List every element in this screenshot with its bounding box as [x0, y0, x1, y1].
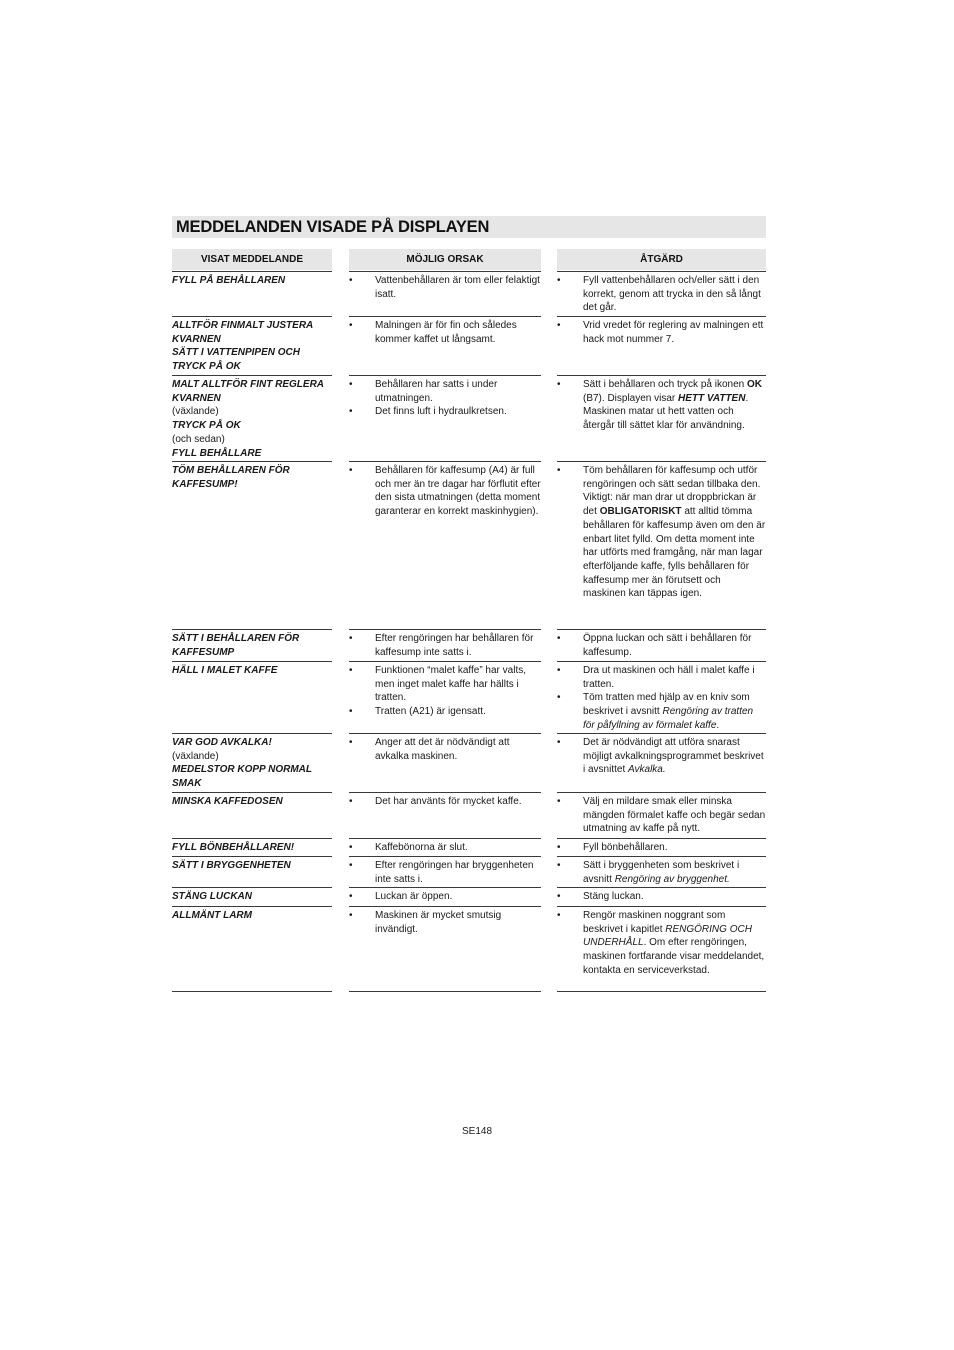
bullet-icon: •	[349, 379, 353, 390]
table-row	[172, 856, 766, 887]
display-message: SÄTT I VATTENPIPEN OCH TRYCK PÅ OK	[172, 347, 300, 373]
cause-text: Tratten (A21) är igensatt.	[375, 706, 486, 718]
action-item	[557, 909, 766, 978]
cause-item	[349, 795, 541, 809]
display-message: FYLL PÅ BEHÅLLAREN	[172, 275, 286, 286]
action-text-segment: Töm tratten med hjälp av en kniv som beskrivet i avsnitt	[583, 692, 750, 718]
bullet-icon: •	[349, 891, 353, 902]
cause-cell	[349, 838, 541, 856]
display-message: SÄTT I BEHÅLLAREN FÖR KAFFESUMP	[172, 633, 300, 658]
table-row	[172, 375, 766, 461]
cause-text: Det har använts för mycket kaffe.	[375, 796, 522, 807]
bullet-icon: •	[557, 796, 561, 807]
bullet-icon: •	[349, 465, 353, 476]
display-message: ALLMÄNT LARM	[172, 910, 252, 921]
action-cell	[557, 887, 766, 906]
action-item	[557, 890, 766, 904]
action-cell	[557, 792, 766, 838]
cause-item	[349, 378, 541, 405]
message-cell	[172, 629, 332, 661]
bullet-icon: •	[557, 633, 561, 644]
table-row	[172, 838, 766, 856]
table-row	[172, 906, 766, 991]
cause-text: Behållaren har satts i under utmatningen.	[375, 379, 498, 404]
message-cell	[172, 461, 332, 629]
message-cell	[172, 887, 332, 906]
action-text-segment: .	[716, 719, 720, 731]
display-message: SÄTT I BRYGGENHETEN	[172, 860, 291, 871]
message-note: (och sedan)	[172, 433, 225, 445]
action-text	[583, 632, 766, 659]
action-text-segment: . Maskinen matar ut hett vatten och återgår till sättet klar för användning.	[583, 392, 749, 432]
action-text-segment: HETT VATTEN	[678, 392, 746, 404]
action-text-segment: Töm behållaren för kaffesump och utför rengöringen och sätt sedan tillbaka den. Viktigt: när man drar ut droppbrickan är det	[583, 465, 761, 518]
table-row	[172, 661, 766, 733]
table-row	[172, 271, 766, 316]
bullet-icon: •	[557, 860, 561, 871]
bullet-icon: •	[557, 910, 561, 921]
action-text	[583, 795, 766, 836]
cause-item	[349, 841, 541, 855]
cause-text: Funktionen “malet kaffe” har valts, men inget malet kaffe har hällts i tratten.	[375, 665, 526, 704]
bullet-icon: •	[349, 860, 353, 871]
display-message: FYLL BEHÅLLARE	[172, 447, 262, 459]
bullet-icon: •	[557, 275, 561, 286]
action-item	[557, 464, 766, 601]
action-item	[557, 795, 766, 836]
cause-cell	[349, 906, 541, 991]
cause-cell	[349, 461, 541, 629]
message-cell	[172, 271, 332, 316]
action-text-segment: Avkalka.	[628, 764, 666, 776]
action-text-segment: . Om efter rengöringen, maskinen fortfarande visar meddelandet, kontakta en serviceverkstad.	[583, 937, 765, 976]
message-cell	[172, 733, 332, 792]
action-text	[583, 464, 766, 601]
action-text-segment: Öppna luckan och sätt i behållaren för kaffesump.	[583, 633, 752, 658]
display-message: FYLL BÖNBEHÅLLAREN!	[172, 842, 295, 853]
bullet-icon: •	[349, 706, 353, 718]
cause-item	[349, 664, 541, 705]
cause-item	[349, 632, 541, 659]
cause-cell	[349, 316, 541, 375]
action-cell	[557, 838, 766, 856]
action-text	[583, 890, 766, 904]
bullet-icon: •	[557, 465, 561, 476]
action-text-segment: Det är nödvändigt att utföra snarast möjligt avkalkningsprogrammet beskrivet i avsnittet	[583, 737, 764, 776]
action-text	[583, 378, 766, 433]
bullet-icon: •	[557, 320, 561, 331]
cause-item	[349, 464, 541, 519]
cause-text: Efter rengöringen har behållaren för kaffesump inte satts i.	[375, 633, 534, 658]
action-item	[557, 841, 766, 855]
action-text	[583, 859, 766, 886]
bullet-icon: •	[557, 692, 561, 704]
action-text-segment: OK	[746, 379, 762, 390]
display-message: TRYCK PÅ OK	[172, 420, 241, 432]
cause-cell	[349, 733, 541, 792]
message-cell	[172, 661, 332, 733]
action-cell	[557, 733, 766, 792]
cause-text: Behållaren för kaffesump (A4) är full och mer än tre dagar har förflutit efter den sista utmatningen (detta moment garanterar en korrekt maskinhygien).	[375, 465, 541, 518]
action-text-segment: att alltid tömma behållaren för kaffesump även om den är enbart litet fylld. Om detta moment inte har utförts med framgång, när man lagar efterföljande kaffe, fylls behållaren för kaffesump mer än förutsett och maskinen kan täppas igen.	[583, 506, 766, 600]
action-item	[557, 664, 766, 691]
cause-cell	[349, 856, 541, 887]
bullet-icon: •	[557, 891, 561, 902]
action-cell	[557, 629, 766, 661]
cause-text: Malningen är för fin och således kommer kaffet ut långsamt.	[375, 320, 517, 345]
display-message: MINSKA KAFFEDOSEN	[172, 796, 283, 807]
column-header-message: VISAT MEDDELANDE	[172, 249, 332, 270]
action-text-segment: Rengöring av bryggenhet.	[614, 873, 730, 885]
column-header-action: ÅTGÄRD	[557, 249, 766, 270]
action-text	[583, 691, 766, 732]
cause-item	[349, 890, 541, 904]
action-cell	[557, 461, 766, 629]
cause-cell	[349, 375, 541, 461]
bullet-icon: •	[557, 842, 561, 853]
cause-text: Det finns luft i hydraulkretsen.	[375, 406, 507, 418]
action-text-segment: OBLIGATORISKT	[599, 506, 682, 518]
message-cell	[172, 856, 332, 887]
display-message: ALLTFÖR FINMALT JUSTERA KVARNEN	[172, 320, 313, 345]
action-text-segment: Dra ut maskinen och häll i malet kaffe i tratten.	[583, 665, 755, 690]
action-item	[557, 736, 766, 777]
action-text	[583, 274, 766, 315]
bullet-icon: •	[349, 737, 353, 748]
cause-item	[349, 705, 541, 719]
table-row	[172, 629, 766, 661]
display-message: STÄNG LUCKAN	[172, 891, 252, 902]
page-number: SE148	[461, 1126, 493, 1137]
action-text	[583, 319, 766, 346]
action-item	[557, 319, 766, 346]
cause-text: Vattenbehållaren är tom eller felaktigt isatt.	[375, 275, 540, 300]
message-note: (växlande)	[172, 406, 219, 418]
action-item	[557, 691, 766, 732]
action-text-segment: (B7). Displayen visar	[583, 392, 679, 404]
cause-text: Luckan är öppen.	[375, 891, 453, 902]
action-cell	[557, 271, 766, 316]
bullet-icon: •	[349, 796, 353, 807]
action-text-segment: Vrid vredet för reglering av malningen ett hack mot nummer 7.	[583, 320, 764, 345]
display-message: MALT ALLTFÖR FINT REGLERA KVARNEN	[172, 379, 324, 404]
table-row	[172, 316, 766, 375]
action-cell	[557, 906, 766, 991]
action-cell	[557, 661, 766, 733]
bullet-icon: •	[557, 737, 561, 748]
cause-item	[349, 859, 541, 886]
cause-item	[349, 319, 541, 346]
display-message: HÄLL I MALET KAFFE	[172, 665, 278, 676]
bullet-icon: •	[349, 275, 353, 286]
action-cell	[557, 316, 766, 375]
table-bottom-rule-2	[349, 991, 541, 992]
action-text-segment: Rengör maskinen noggrant som beskrivet i kapitlet	[583, 910, 726, 935]
cause-item	[349, 909, 541, 936]
cause-cell	[349, 629, 541, 661]
bullet-icon: •	[349, 842, 353, 853]
display-message: MEDELSTOR KOPP NORMAL SMAK	[172, 764, 312, 790]
cause-cell	[349, 887, 541, 906]
action-text	[583, 736, 766, 777]
cause-item	[349, 736, 541, 763]
table-row	[172, 733, 766, 792]
message-cell	[172, 838, 332, 856]
action-cell	[557, 375, 766, 461]
action-text-segment: Fyll bönbehållaren.	[583, 842, 668, 853]
action-text	[583, 664, 766, 691]
cause-item	[349, 405, 541, 419]
message-cell	[172, 375, 332, 461]
display-message: VAR GOD AVKALKA!	[172, 737, 272, 748]
display-message: TÖM BEHÅLLAREN FÖR KAFFESUMP!	[172, 465, 290, 490]
table-bottom-rule-1	[172, 991, 332, 992]
table-row	[172, 461, 766, 629]
cause-text: Efter rengöringen har bryggenheten inte satts i.	[375, 860, 534, 885]
action-text-segment: Sätt i behållaren och tryck på ikonen	[583, 379, 747, 390]
cause-cell	[349, 792, 541, 838]
action-item	[557, 859, 766, 886]
table-row	[172, 887, 766, 906]
bullet-icon: •	[349, 665, 353, 676]
action-text-segment: Välj en mildare smak eller minska mängden förmalet kaffe och begär sedan utmatning av kaffe på nytt.	[583, 796, 766, 835]
action-item	[557, 632, 766, 659]
action-text-segment: RENGÖRING OCH UNDERHÅLL	[583, 923, 752, 949]
message-cell	[172, 792, 332, 838]
action-cell	[557, 856, 766, 887]
message-cell	[172, 316, 332, 375]
message-cell	[172, 906, 332, 991]
message-note: (växlande)	[172, 750, 219, 762]
action-item	[557, 378, 766, 433]
bullet-icon: •	[557, 665, 561, 676]
cause-cell	[349, 661, 541, 733]
column-header-cause: MÖJLIG ORSAK	[349, 249, 541, 270]
table-row	[172, 792, 766, 838]
action-text-segment: Rengöring av tratten för påfyllning av förmalet kaffe	[583, 706, 754, 731]
action-text-segment: Fyll vattenbehållaren och/eller sätt i den korrekt, genom att trycka in den så långt det går.	[583, 275, 761, 314]
table-bottom-rule-3	[557, 991, 766, 992]
bullet-icon: •	[557, 379, 561, 390]
action-text-segment: Stäng luckan.	[583, 891, 644, 902]
bullet-icon: •	[349, 633, 353, 644]
cause-cell	[349, 271, 541, 316]
cause-text: Kaffebönorna är slut.	[375, 842, 468, 853]
section-title-bar	[172, 216, 766, 238]
bullet-icon: •	[349, 406, 353, 418]
cause-item	[349, 274, 541, 301]
cause-text: Maskinen är mycket smutsig invändigt.	[375, 910, 502, 935]
action-text	[583, 909, 766, 978]
bullet-icon: •	[349, 320, 353, 331]
cause-text: Anger att det är nödvändigt att avkalka maskinen.	[375, 737, 510, 762]
action-item	[557, 274, 766, 315]
action-text	[583, 841, 766, 855]
page-title: MEDDELANDEN VISADE PÅ DISPLAYEN	[176, 218, 490, 236]
action-text-segment: Sätt i bryggenheten som beskrivet i avsnitt	[583, 860, 740, 885]
bullet-icon: •	[349, 910, 353, 921]
